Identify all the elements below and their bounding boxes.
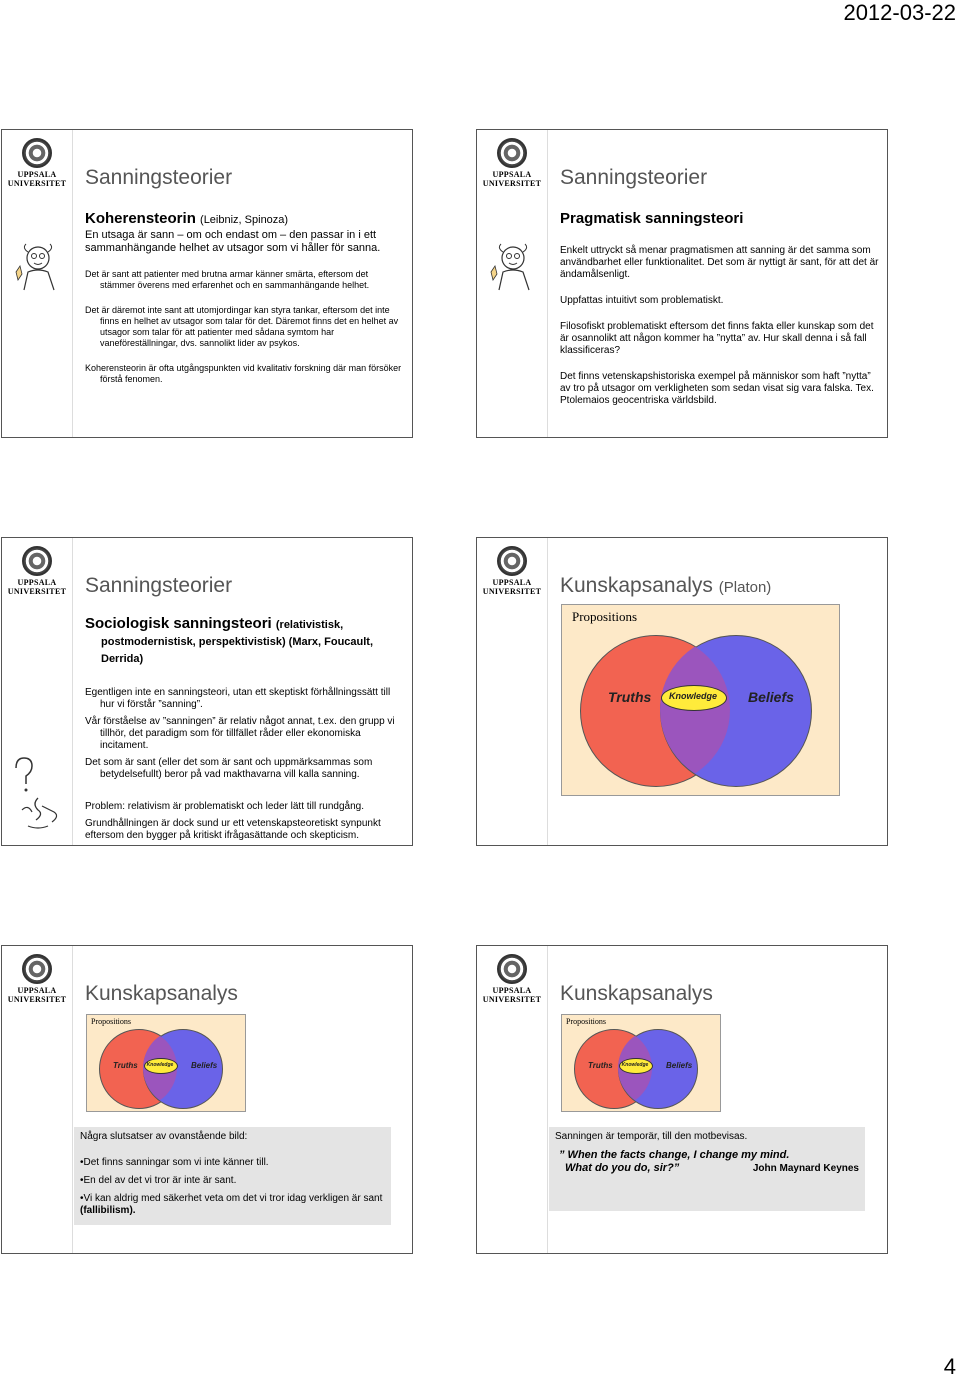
university-seal-icon [497, 546, 527, 576]
uppsala-logo: UPPSALA UNIVERSITET [6, 546, 68, 596]
slide-sidebar [2, 538, 73, 845]
slide-title: Kunskapsanalys [85, 982, 238, 1005]
box-intro: Några slutsatser av ovanstående bild: [80, 1131, 248, 1142]
slide-sidebar [477, 946, 548, 1253]
slide-sidebar [477, 130, 548, 437]
slide-title: Kunskapsanalys [560, 982, 713, 1005]
slide-title: Kunskapsanalys (Platon) [560, 574, 772, 597]
venn-label-beliefs: Beliefs [666, 1061, 693, 1070]
venn-label-knowledge: Knowledge [668, 691, 717, 701]
box-intro: Sanningen är temporär, till den motbevisas. [555, 1131, 748, 1142]
bullet-item: •Det finns sanningar som vi inte känner till. [80, 1157, 269, 1168]
conclusion-text: Grundhållningen är dock sund ur ett vetenskapsteoretiskt synpunkt eftersom den bygger på kritiskt ifrågasättande och skepticism. [85, 818, 381, 841]
body-text-2: Uppfattas intuitivt som problematiskt. [560, 295, 724, 306]
venn-label-propositions: Propositions [91, 1017, 132, 1026]
slide-koherensteori [1, 129, 413, 438]
slide-heading: Koherensteorin (Leibniz, Spinoza) [85, 210, 289, 227]
body-text-3: Filosofiskt problematiskt eftersom det finns fakta eller kunskap som det är osannolikt att någon kommer ha ”nytta” av. Hur skall denna i så fall klassificeras? [560, 321, 874, 356]
university-seal-icon [497, 138, 527, 168]
venn-label-knowledge: Knowledge [146, 1062, 174, 1068]
venn-label-beliefs: Beliefs [748, 689, 794, 705]
body-text-1: Enkelt uttryckt så menar pragmatismen att sanning är det samma som användbarhet eller funktionalitet. Det som är nyttigt är sant, för att det är ändamålsenligt. [560, 245, 879, 280]
keynes-quote: ” When the facts change, I change my mind. What do you do, sir?” [559, 1149, 790, 1174]
university-seal-icon [22, 138, 52, 168]
slide-sociologisk [1, 537, 413, 846]
venn-label-knowledge: Knowledge [621, 1062, 649, 1068]
definition-text: En utsaga är sann – om och endast om – den passar in i ett sammanhängande helhet av utsagor som vi håller för sanna. [85, 229, 381, 254]
body-text-3: Det som är sant (eller det som är sant och uppmärksammas som betydelsefullt) beror på vad makthavarna vill kalla sanning. [85, 757, 373, 780]
body-text-4: Det finns vetenskapshistoriska exempel på människor som haft ”nytta” av tro på utsagor om verkligheten som sedan visat sig vara falska. Tex. Ptolemaios geocentriska världsbild. [560, 371, 874, 406]
question-mark-figure-icon [8, 754, 64, 834]
university-seal-icon [497, 954, 527, 984]
page-number: 4 [943, 1354, 956, 1379]
university-seal-icon [22, 546, 52, 576]
slide-title: Sanningsteorier [85, 574, 233, 597]
uppsala-logo: UPPSALA UNIVERSITET [481, 546, 543, 596]
body-text-2: Vår förståelse av ”sanningen” är relativ något annat, t.ex. den grupp vi tillhör, det paradigm som för tillfället råder eller ekonomiska incitament. [85, 716, 395, 751]
slide-sidebar [2, 946, 73, 1253]
venn-label-truths: Truths [113, 1061, 138, 1070]
slide-kunskapsanalys-citat [476, 945, 888, 1254]
body-text-1: Egentligen inte en sanningsteori, utan ett skeptiskt förhållningssätt till hur vi förstår ”sanning”. [85, 687, 391, 710]
slide-kunskapsanalys-slutsatser [1, 945, 413, 1254]
uppsala-logo: UPPSALA UNIVERSITET [6, 138, 68, 188]
note-text: Koherensteorin är ofta utgångspunkten vid kvalitativ forskning där man försöker förstå fenomen. [85, 363, 402, 384]
slide-title: Sanningsteorier [560, 166, 708, 189]
quote-box [549, 1127, 865, 1211]
slide-heading: Sociologisk sanningsteori (relativistisk, postmodernistisk, perspektivistisk) (Marx, Foucault, Derrida) [85, 615, 374, 665]
uppsala-logo: UPPSALA UNIVERSITET [481, 138, 543, 188]
venn-diagram-small [561, 1014, 721, 1112]
venn-label-propositions: Propositions [566, 1017, 607, 1026]
slide-heading: Pragmatisk sanningsteori [560, 210, 744, 227]
slide-sidebar [2, 130, 73, 437]
professor-illustration-icon [10, 240, 64, 292]
slide-title: Sanningsteorier [85, 166, 233, 189]
venn-label-beliefs: Beliefs [191, 1061, 218, 1070]
venn-label-truths: Truths [608, 689, 652, 705]
uppsala-logo: UPPSALA UNIVERSITET [6, 954, 68, 1004]
venn-label-propositions: Propositions [572, 609, 638, 624]
venn-diagram-small [86, 1014, 246, 1112]
venn-diagram-large [561, 604, 840, 796]
problem-text: Problem: relativism är problematiskt och leder lätt till rundgång. [85, 801, 365, 812]
page-date: 2012-03-22 [843, 0, 956, 25]
slide-kunskapsanalys-platon [476, 537, 888, 846]
example-text-1: Det är sant att patienter med brutna armar känner smärta, eftersom det stämmer överens med erfarenhet och en sammanhängande helhet. [85, 269, 370, 290]
venn-label-truths: Truths [588, 1061, 613, 1070]
university-seal-icon [22, 954, 52, 984]
professor-illustration-icon [485, 240, 539, 292]
bullet-item: •Vi kan aldrig med säkerhet veta om det vi tror idag verkligen är sant (fallibilism). [80, 1193, 383, 1216]
quote-author: John Maynard Keynes [752, 1163, 859, 1174]
conclusions-box [74, 1127, 391, 1225]
example-text-2: Det är däremot inte sant att utomjordingar kan styra tankar, eftersom det inte finns en helhet av utsagor som talar för det. Däremot finns det en helhet av utsagor som talar för att patienter med sådana symtom har vaneföreställningar, dvs. sannolikt lider av psykos. [85, 305, 399, 348]
slide-pragmatisk [476, 129, 888, 438]
uppsala-logo: UPPSALA UNIVERSITET [481, 954, 543, 1004]
slide-sidebar [477, 538, 548, 845]
bullet-item: •En del av det vi tror är inte är sant. [80, 1175, 237, 1186]
